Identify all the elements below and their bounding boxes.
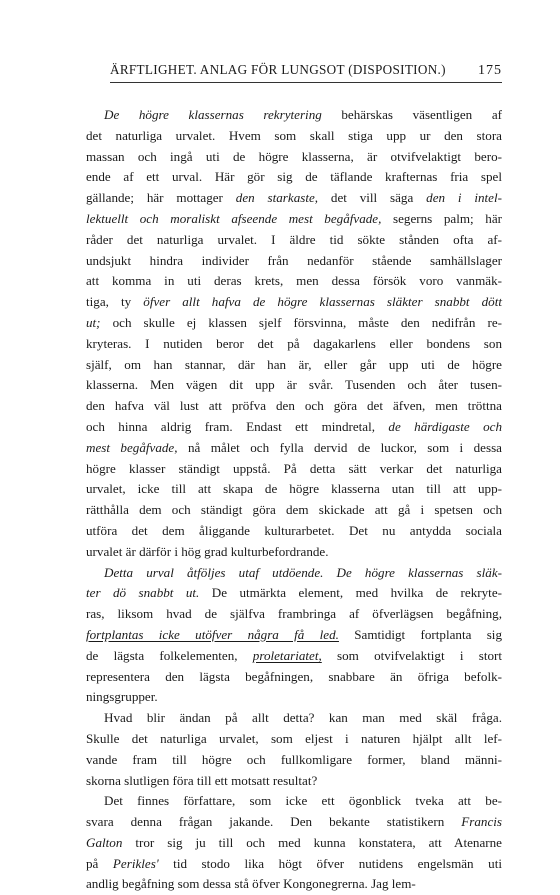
- text-line: [86, 251, 502, 272]
- text-line: [86, 126, 502, 147]
- text-line: [86, 438, 502, 459]
- text-segment: de lägsta folkelementen,: [86, 647, 253, 663]
- text-segment: ningsgrupper.: [86, 689, 158, 705]
- text-segment: ut;: [86, 314, 101, 330]
- text-line: [86, 646, 502, 667]
- text-segment: ras, liksom hvad de själfva frambringa af öfverlägsen begåfning,: [86, 606, 502, 622]
- text-segment: som otvifvelaktigt i stort: [321, 647, 502, 663]
- text-line: [86, 459, 502, 480]
- text-segment: fortplantas icke utöfver några få led.: [86, 626, 339, 642]
- text-line: [86, 292, 502, 313]
- text-line: [86, 750, 502, 771]
- text-segment: Perikles': [112, 855, 159, 871]
- body-text: [86, 105, 502, 895]
- text-segment: rätthålla dem och ständigt göra dem skickade att gå i spetsen och: [86, 502, 502, 518]
- text-segment: lektuellt och moraliskt afseende mest begåfvade,: [86, 210, 382, 226]
- page-number: 175: [478, 63, 502, 78]
- text-segment: det vill säga: [318, 190, 427, 206]
- text-segment: urvalet, icke till att skapa de högre klasserna utan till att upp-: [86, 481, 502, 497]
- text-segment: segerns palm; här: [381, 210, 502, 226]
- text-segment: Hvad blir ändan på allt detta? kan man med skäl fråga.: [104, 710, 502, 726]
- text-segment: de härdigaste och: [388, 418, 502, 434]
- text-segment: representera den lägsta begåfningen, snabbare än öfriga befolk-: [86, 668, 502, 684]
- text-segment: De högre klassernas rekrytering: [104, 107, 322, 122]
- text-segment: tid stodo lika högt öfver nutidens engelsmän uti: [158, 855, 502, 871]
- text-segment: kryteras. I nutiden beror det på dagakarlens eller bondens son: [86, 335, 502, 351]
- text-segment: undsjukt hindra individer från nedanför stående samhällslager: [86, 252, 502, 268]
- text-segment: svara denna frågan jakande. Den bekante statistikern: [86, 814, 462, 830]
- text-line: [86, 521, 502, 542]
- text-line: [86, 771, 502, 792]
- text-line: [86, 230, 502, 251]
- text-line: [86, 542, 502, 563]
- text-segment: på: [86, 855, 113, 871]
- running-header: [110, 62, 502, 83]
- text-segment: proletariatet,: [252, 647, 322, 663]
- running-title: ÄRFTLIGHET. ANLAG FÖR LUNGSOT (DISPOSITION.): [110, 62, 446, 77]
- text-line: [86, 500, 502, 521]
- text-line: [86, 188, 502, 209]
- text-segment: att komma in uti deras krets, men dessa försök voro vanmäk-: [86, 273, 502, 289]
- text-line: [86, 791, 502, 812]
- text-segment: Detta urval åtföljes utaf utdöende. De högre klassernas släk-: [104, 564, 502, 580]
- text-segment: Skulle det naturliga urvalet, som eljest i naturen hjälpt allt lef-: [86, 730, 502, 746]
- text-segment: den starkaste,: [235, 190, 319, 206]
- text-line: [86, 667, 502, 688]
- text-line: [86, 625, 502, 646]
- text-segment: nå målet och fylla dervid de luckor, som i dessa: [177, 439, 502, 455]
- text-line: [86, 854, 502, 875]
- text-segment: urvalet är därför i hög grad kulturbefordrande.: [86, 543, 329, 559]
- text-segment: och hinna aldrig fram. Endast ett mindretal,: [86, 418, 389, 434]
- text-line: [86, 417, 502, 438]
- text-segment: och skulle ej klassen sjelf försvinna, måste den nedifrån re-: [100, 314, 502, 330]
- text-line: [86, 563, 502, 584]
- text-segment: klasserna. Men vägen dit upp är svår. Tusenden och åter tusen-: [86, 377, 502, 393]
- text-line: [86, 583, 502, 604]
- text-segment: råder det naturliga urvalet. I äldre tid sökte stånden ofta af-: [86, 231, 502, 247]
- text-line: [86, 313, 502, 334]
- text-segment: gällande; här mottager: [86, 190, 236, 206]
- text-line: [86, 209, 502, 230]
- text-segment: öfver allt hafva de högre klassernas släkter snabbt dött: [143, 294, 503, 310]
- text-line: [86, 604, 502, 625]
- text-line: [86, 167, 502, 188]
- text-segment: behärskas väsentligen af: [321, 107, 502, 122]
- text-segment: Galton: [86, 834, 123, 850]
- text-line: [86, 479, 502, 500]
- text-segment: utföra det dem åliggande kulturarbetet. Det nu antydda sociala: [86, 522, 502, 538]
- text-segment: det naturliga urvalet. Hvem som skall stiga upp ur den stora: [86, 127, 502, 143]
- text-line: [86, 271, 502, 292]
- text-segment: mest begåfvade,: [86, 439, 178, 455]
- text-segment: Samtidigt fortplanta sig: [338, 626, 502, 642]
- text-line: [86, 729, 502, 750]
- text-segment: andlig begåfning som dessa stå öfver Kongonegrerna. Jag lem-: [86, 876, 416, 892]
- text-segment: Francis: [461, 814, 502, 830]
- text-segment: högre klasser ständigt uppstå. På detta sätt verkar det naturliga: [86, 460, 502, 476]
- text-segment: själf, om han stannar, där han är, eller går upp uti de högre: [86, 356, 502, 372]
- text-line: [86, 874, 502, 895]
- text-line: [86, 105, 502, 126]
- text-segment: den i intel-: [426, 190, 502, 206]
- text-line: [86, 687, 502, 708]
- text-segment: tror sig ju till och med kunna konstatera, att Atenarne: [122, 834, 502, 850]
- text-segment: ende af ett urval. Här gör sig de täflande krafternas fria spel: [86, 169, 502, 185]
- text-segment: den hafva väl lust att pröfva den och göra det äfven, men tröttna: [86, 398, 502, 414]
- text-segment: vande fram till högre och fullkomligare former, bland männi-: [86, 751, 502, 767]
- text-segment: skorna slutligen föra till ett motsatt resultat?: [86, 772, 318, 788]
- text-line: [86, 833, 502, 854]
- text-line: [86, 355, 502, 376]
- text-line: [86, 812, 502, 833]
- text-segment: massan och ingå uti de högre klasserna, är otvifvelaktigt bero-: [86, 148, 502, 164]
- text-line: [86, 708, 502, 729]
- text-segment: De utmärkta element, med hvilka de rekryte-: [199, 585, 502, 601]
- text-line: [86, 396, 502, 417]
- text-segment: Det finnes författare, som icke ett ögonblick tveka att be-: [104, 793, 502, 809]
- text-segment: tiga, ty: [86, 294, 144, 310]
- text-line: [86, 375, 502, 396]
- text-line: [86, 334, 502, 355]
- text-segment: ter dö snabbt ut.: [86, 585, 200, 601]
- text-line: [86, 147, 502, 168]
